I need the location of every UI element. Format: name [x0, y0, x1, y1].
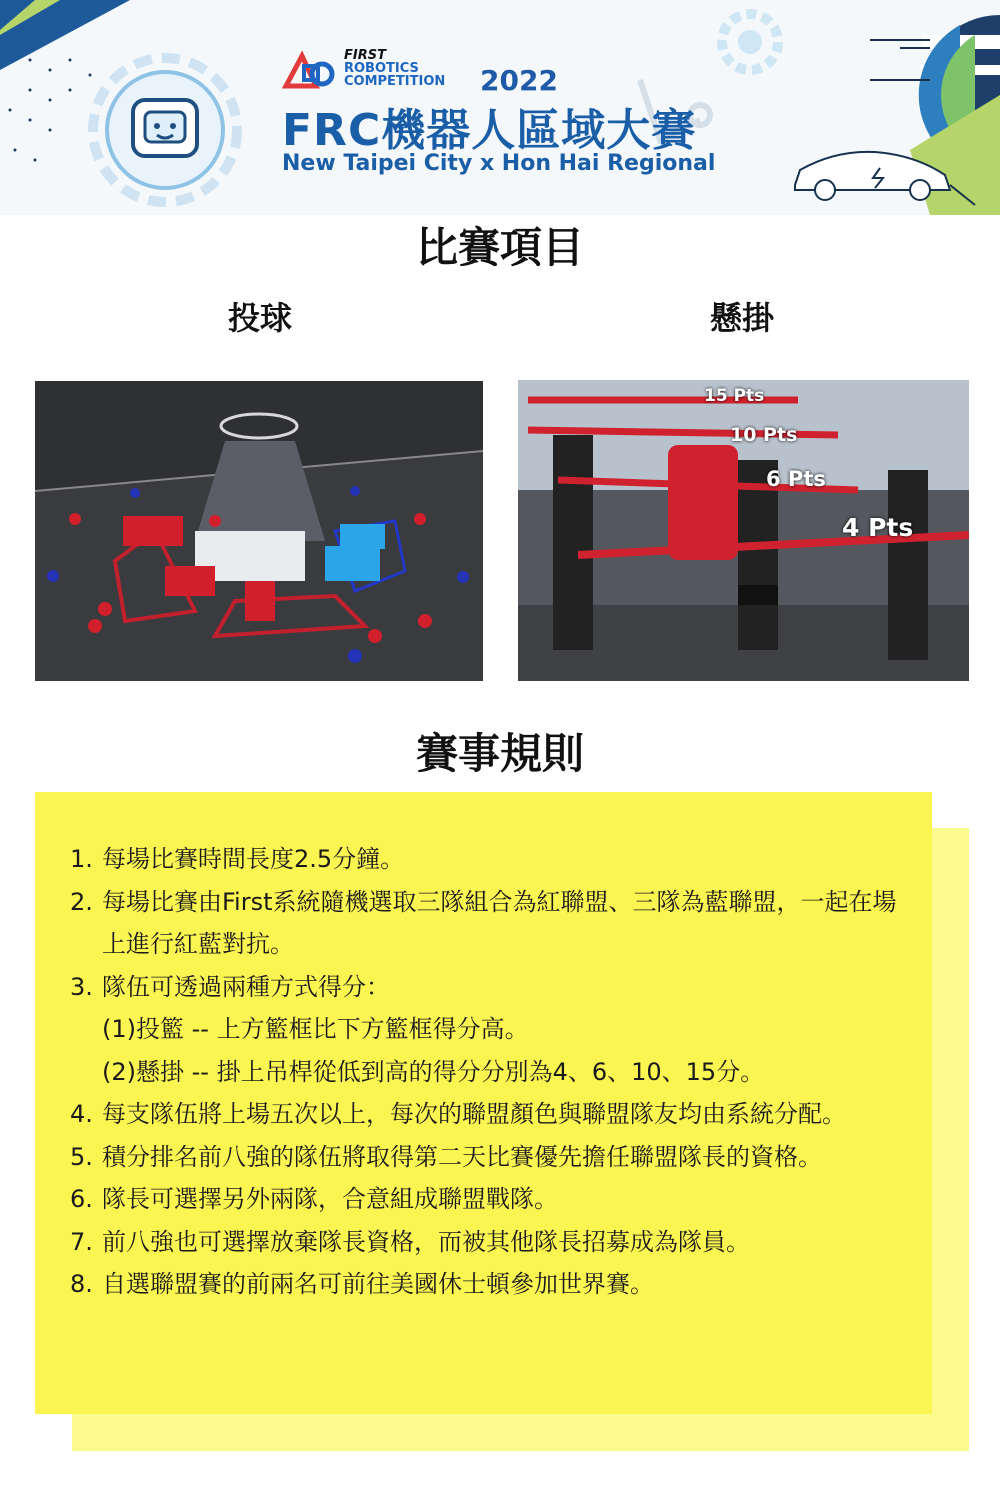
hanging-label: 懸掛 — [709, 299, 774, 337]
competition-logo — [282, 48, 742, 198]
first-wordmark: FIRST — [344, 48, 386, 63]
rule-item-5 — [70, 1136, 920, 1179]
robot-gear-icon — [93, 58, 237, 202]
first-logo-icon — [282, 50, 340, 90]
robotics-line2: COMPETITION — [344, 74, 446, 89]
page-title: FRC機器人區域大賽 — [282, 105, 697, 156]
rule-number: 7. — [70, 1227, 93, 1256]
rule-text: 積分排名前八強的隊伍將取得第二天比賽優先擔任聯盟隊長的資格。 — [102, 1142, 822, 1171]
rule-item-8 — [70, 1263, 920, 1306]
rule-subitem-hanging: (2)懸掛 -- 掛上吊桿從低到高的得分分別為4、6、10、15分。 — [102, 1057, 765, 1086]
shooting-label: 投球 — [227, 299, 292, 337]
robotics-line1: ROBOTICS — [344, 61, 419, 76]
rule-item-2 — [70, 881, 920, 966]
rule-number: 5. — [70, 1142, 93, 1171]
rule-item-6 — [70, 1178, 920, 1221]
rule-subitem-shooting: (1)投籃 -- 上方籃框比下方籃框得分高。 — [102, 1015, 529, 1043]
rule-number: 1. — [70, 845, 93, 873]
events-heading: 比賽項目 — [415, 223, 584, 272]
rule-number: 3. — [70, 972, 93, 1001]
rule-text: 每支隊伍將上場五次以上，每次的聯盟顏色與聯盟隊友均由系統分配。 — [102, 1100, 846, 1128]
rule-text: 前八強也可選擇放棄隊長資格，而被其他隊長招募成為隊員。 — [102, 1227, 750, 1256]
shooting-field-illustration — [35, 381, 483, 681]
rule-item-3 — [70, 966, 920, 1094]
points-label-6: 6 Pts — [766, 467, 826, 491]
rule-text: 每場比賽時間長度2.5分鐘。 — [102, 845, 405, 873]
rule-item-7 — [70, 1221, 920, 1264]
rule-item-4 — [70, 1093, 920, 1136]
rule-text: 自選聯盟賽的前兩名可前往美國休士頓參加世界賽。 — [102, 1270, 654, 1298]
points-label-10: 10 Pts — [730, 424, 798, 446]
rule-text: 每場比賽由First系統隨機選取三隊組合為紅聯盟、三隊為藍聯盟，一起在場上進行紅藍對抗。 — [102, 887, 897, 958]
header-banner — [0, 0, 1000, 215]
rule-item-1 — [70, 838, 920, 881]
hanging-bar-image — [518, 380, 969, 681]
shooting-field-image — [35, 381, 483, 681]
rule-number: 4. — [70, 1100, 93, 1128]
rule-number: 8. — [70, 1270, 93, 1298]
event-year: 2022 — [480, 64, 558, 97]
rule-number: 2. — [70, 887, 93, 916]
points-label-4: 4 Pts — [842, 513, 914, 542]
rules-list — [70, 838, 920, 1306]
points-label-15: 15 Pts — [704, 386, 765, 406]
rule-number: 6. — [70, 1185, 93, 1213]
robotics-wordmark — [344, 62, 445, 88]
page-subtitle: New Taipei City x Hon Hai Regional — [282, 151, 716, 176]
rule-text: 隊長可選擇另外兩隊，合意組成聯盟戰隊。 — [102, 1185, 558, 1213]
rules-heading: 賽事規則 — [415, 729, 584, 778]
rule-text: 隊伍可透過兩種方式得分： — [102, 972, 390, 1001]
